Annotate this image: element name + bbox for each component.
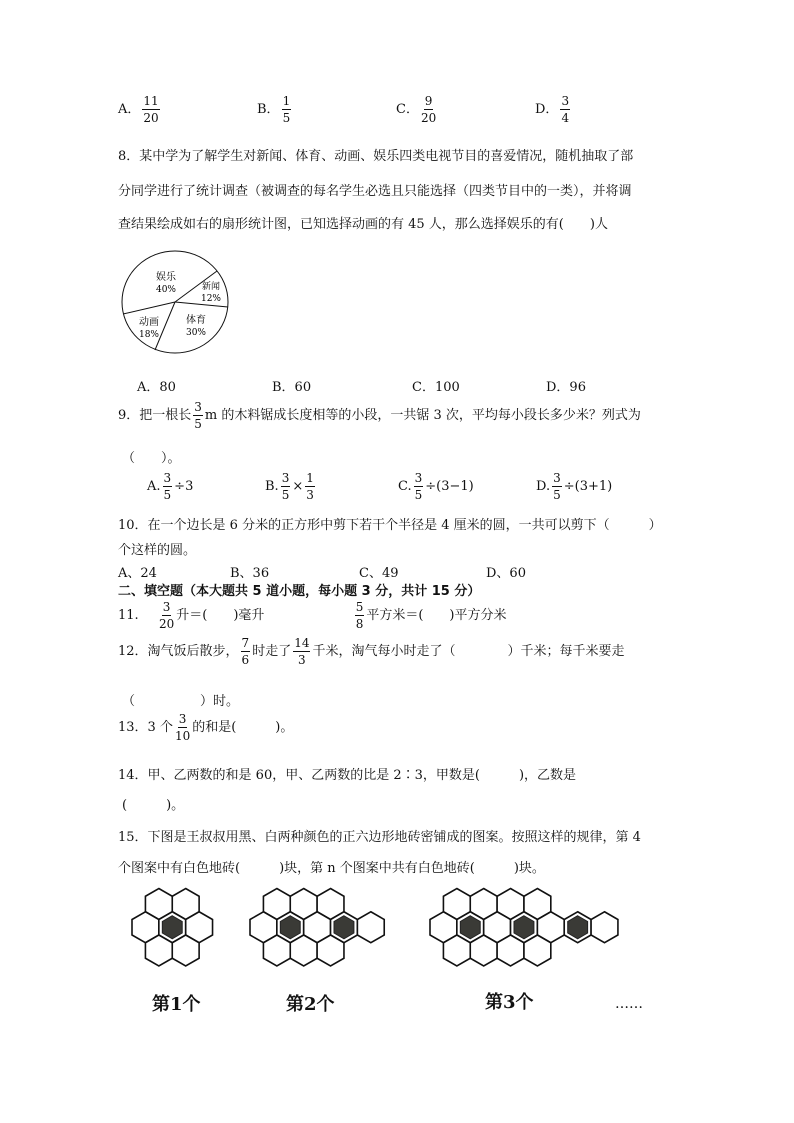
q10-option-c: C、49: [359, 566, 399, 581]
q14-line1: 14．甲、乙两数的和是 60，甲、乙两数的比是 2∶3，甲数是( )，乙数是: [118, 768, 577, 783]
q15-line2: 个图案中有白色地砖( )块，第 n 个图案中共有白色地砖( )块。: [118, 861, 545, 876]
black-hex-fill: [514, 916, 534, 939]
black-hex-fill: [280, 916, 300, 939]
q9-option-b: B. $\frac{3}{5}$ × $\frac{1}{3}$: [265, 471, 314, 502]
black-hex-fill: [162, 916, 182, 939]
white-hex-tile: [263, 935, 290, 966]
q7-option-b: B． $\frac{1}{5}$: [257, 94, 291, 125]
q10-option-a: A、24: [118, 566, 157, 581]
q9-stem: 9．把一根长 $\frac{3}{5}$ m 的木料锯成长度相等的小段，一共锯 3 次，平均每小段长多少米？列式为: [118, 400, 641, 431]
pie-label-entertainment: 娱乐: [156, 272, 176, 283]
q9-option-c: C. $\frac{3}{5}$ ÷(3−1): [398, 471, 474, 502]
q7-option-a: A． $\frac{11}{20}$: [118, 94, 159, 125]
q13: 13．3 个 $\frac{3}{10}$ 的和是( )。: [118, 712, 294, 743]
hex-pattern-1: [125, 888, 225, 983]
q8-line2: 分同学进行了统计调查（被调查的每名学生必选且只能选择（四类节目中的一类），并将调: [118, 184, 632, 199]
white-hex-tile: [317, 935, 344, 966]
q15-line1: 15．下图是王叔叔用黑、白两种颜色的正六边形地砖密铺成的图案。按照这样的规律，第 4: [118, 830, 641, 845]
q10-line2: 个这样的圆。: [118, 543, 197, 558]
q9-blank: （ ）。: [122, 451, 181, 466]
pie-chart: [121, 250, 231, 355]
white-hex-tile: [145, 935, 172, 966]
white-hex-tile: [591, 912, 618, 943]
hex-caption-2: 第2个: [286, 994, 335, 1015]
pie-pct-news: 12%: [200, 294, 222, 304]
q8-line3: 查结果绘成如右的扇形统计图，已知选择动画的有 45 人，那么选择娱乐的有( )人: [118, 217, 608, 232]
white-hex-tile: [357, 912, 384, 943]
section-heading-fill-in: 二、填空题（本大题共 5 道小题，每小题 3 分，共计 15 分）: [118, 584, 481, 599]
q11: 11. $\frac{3}{20}$ 升＝( )毫升 $\frac{5}{8}$ 平方米＝( )平方分米: [118, 600, 507, 631]
white-hex-tile: [524, 935, 551, 966]
pie-pct-animation: 18%: [138, 330, 160, 340]
q9-option-a: A. $\frac{3}{5}$ ÷3: [147, 471, 194, 502]
q14-line2: ( )。: [122, 798, 185, 813]
white-hex-tile: [290, 935, 317, 966]
q8-option-d: D．96: [546, 380, 586, 395]
q8-option-c: C．100: [412, 380, 460, 395]
q7-option-d: D． $\frac{3}{4}$: [535, 94, 570, 125]
black-hex-fill: [334, 916, 354, 939]
q8-option-a: A．80: [137, 380, 176, 395]
white-hex-tile: [172, 935, 199, 966]
white-hex-tile: [470, 935, 497, 966]
pie-label-news: 新闻: [201, 282, 221, 292]
q9-option-d: D. $\frac{3}{5}$ ÷(3+1): [536, 471, 613, 502]
hex-caption-3: 第3个: [485, 992, 534, 1013]
q12-line2: （ ）时。: [122, 694, 240, 709]
q7-option-c: C． $\frac{9}{20}$: [396, 94, 437, 125]
black-hex-fill: [568, 916, 588, 939]
hex-pattern-3: [423, 888, 623, 983]
q8-line1: 8．某中学为了解学生对新闻、体育、动画、娱乐四类电视节目的喜爱情况，随机抽取了部: [118, 149, 634, 164]
black-hex-fill: [460, 916, 480, 939]
q10-line1: 10．在一个边长是 6 分米的正方形中剪下若干个半径是 4 厘米的圆，一共可以剪下（ ）: [118, 518, 662, 533]
ellipsis: ……: [615, 996, 643, 1012]
pie-pct-sports: 30%: [185, 328, 207, 338]
q10-option-b: B、36: [230, 566, 270, 581]
hex-pattern-2: [243, 888, 373, 983]
pie-label-sports: 体育: [186, 315, 206, 326]
q8-option-b: B．60: [272, 380, 312, 395]
white-hex-tile: [443, 935, 470, 966]
q12-line1: 12．淘气饭后散步， $\frac{7}{6}$ 时走了 $\frac{14}{3}$ 千米，淘气每小时走了（ ）千米；每千米要走: [118, 636, 625, 667]
hex-caption-1: 第1个: [152, 994, 201, 1015]
white-hex-tile: [497, 935, 524, 966]
q10-option-d: D、60: [486, 566, 526, 581]
pie-pct-entertainment: 40%: [155, 285, 177, 295]
pie-label-animation: 动画: [139, 317, 159, 328]
